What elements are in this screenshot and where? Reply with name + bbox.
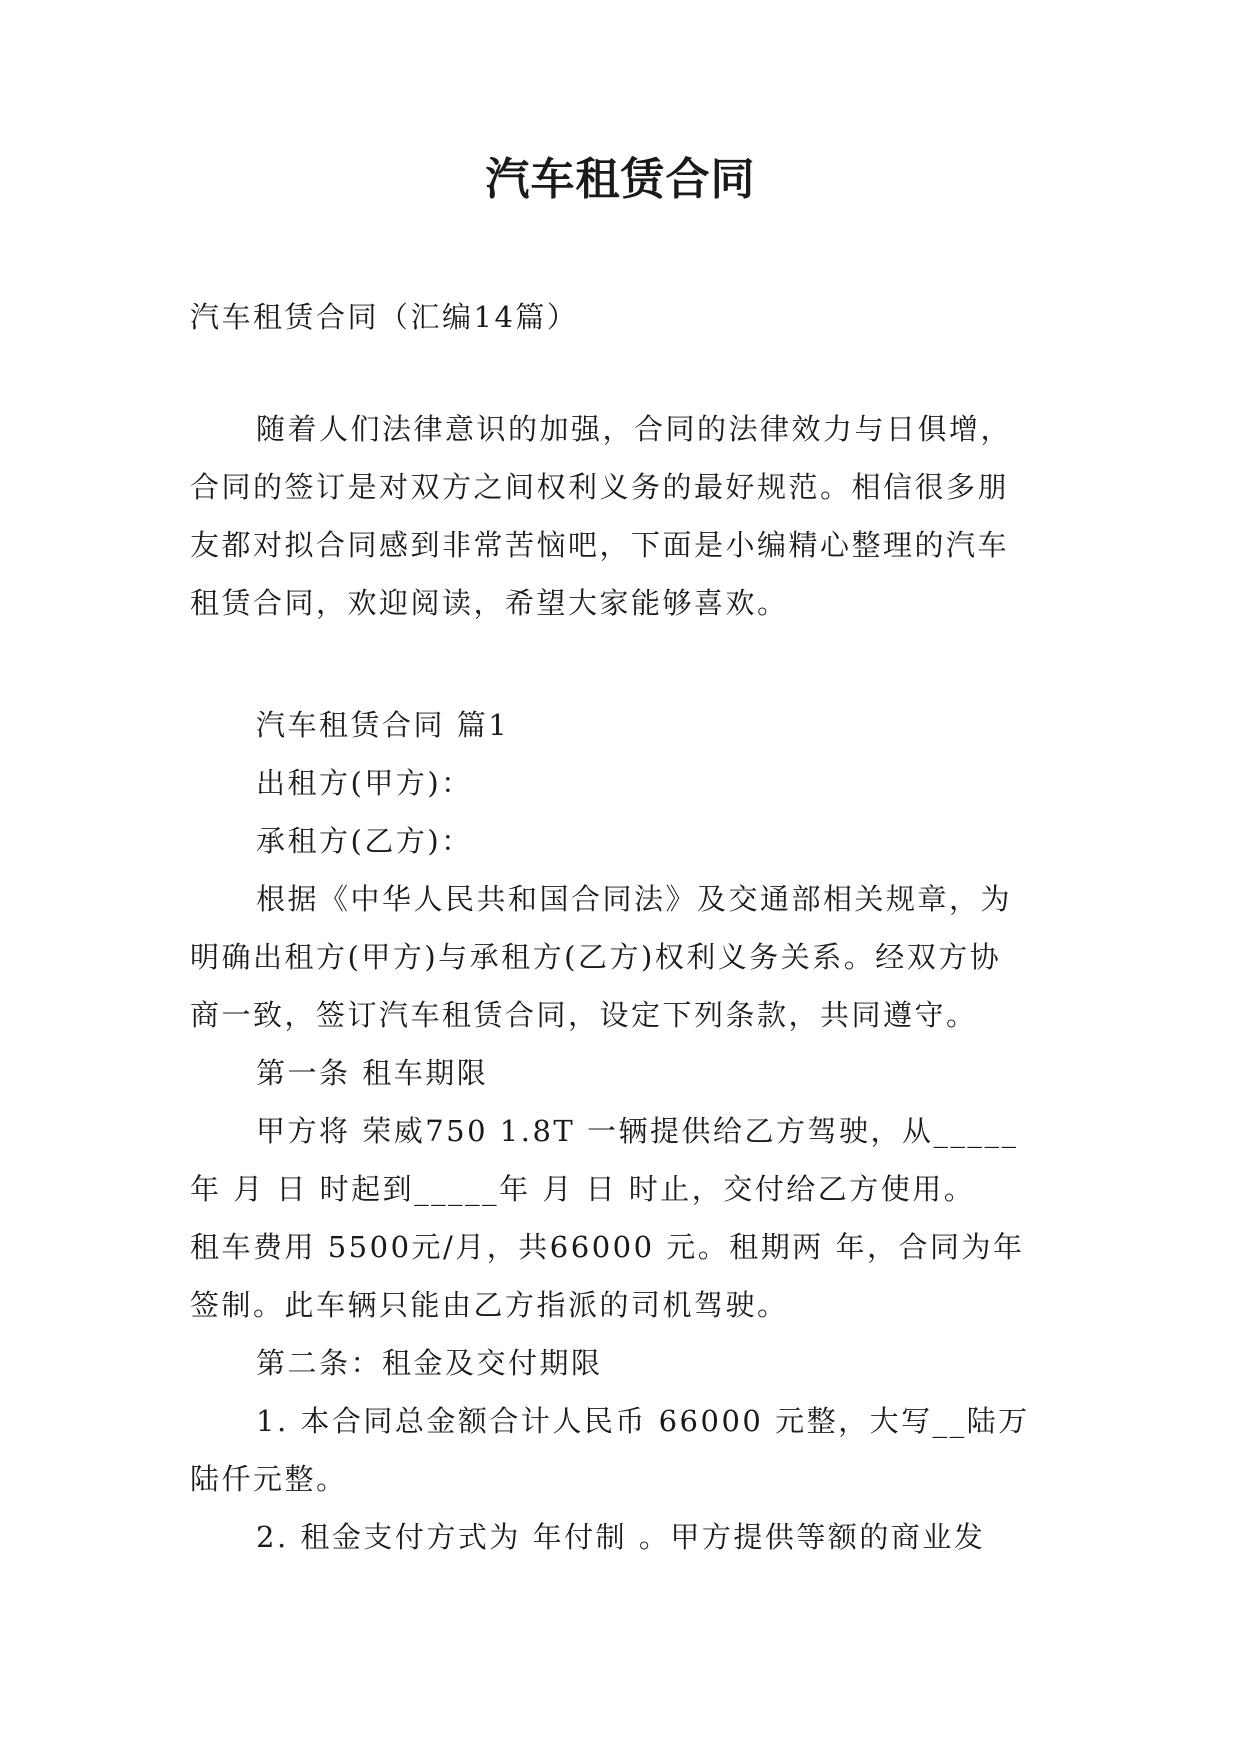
item-1-line: 陆仟元整。 <box>190 1462 348 1496</box>
article-2-item-1 <box>190 1392 1070 1508</box>
intro-line: 租赁合同，欢迎阅读，希望大家能够喜欢。 <box>190 586 789 620</box>
intro-line: 友都对拟合同感到非常苦恼吧，下面是小编精心整理的汽车 <box>190 528 1010 562</box>
document-title: 汽车租赁合同 <box>485 154 756 205</box>
section-heading: 汽车租赁合同 篇1 <box>256 708 510 742</box>
article-1-line: 甲方将 荣威750 1.8T 一辆提供给乙方驾驶，从_____ <box>256 1114 1019 1148</box>
article-1-paragraph <box>190 1102 1070 1334</box>
basis-paragraph <box>190 870 1070 1044</box>
article-2-item-2 <box>190 1508 1070 1566</box>
basis-line: 明确出租方(甲方)与承租方(乙方)权利义务关系。经双方协 <box>190 940 1002 974</box>
lessor-label: 出租方(甲方)： <box>256 766 473 800</box>
contract-section <box>190 696 1070 1566</box>
item-1-line: 1. 本合同总金额合计人民币 66000 元整，大写__陆万 <box>256 1404 1030 1438</box>
document-subtitle: 汽车租赁合同（汇编14篇） <box>190 300 579 334</box>
lessee-label: 承租方(乙方)： <box>256 824 473 858</box>
item-2-line: 2. 租金支付方式为 年付制 。甲方提供等额的商业发 <box>256 1520 986 1554</box>
article-1-line: 年 月 日 时起到_____年 月 日 时止，交付给乙方使用。 <box>190 1172 976 1206</box>
intro-text <box>190 400 1070 632</box>
article-1-title: 第一条 租车期限 <box>256 1056 489 1090</box>
intro-line: 随着人们法律意识的加强，合同的法律效力与日俱增， <box>256 412 1013 446</box>
intro-paragraph <box>190 400 1070 632</box>
article-1-line: 签制。此车辆只能由乙方指派的司机驾驶。 <box>190 1288 789 1322</box>
basis-line: 根据《中华人民共和国合同法》及交通部相关规章，为 <box>256 882 1013 916</box>
article-1-line: 租车费用 5500元/月，共66000 元。租期两 年，合同为年 <box>190 1230 1025 1264</box>
article-2-title: 第二条：租金及交付期限 <box>256 1346 603 1380</box>
basis-line: 商一致，签订汽车租赁合同，设定下列条款，共同遵守。 <box>190 998 978 1032</box>
intro-line: 合同的签订是对双方之间权利义务的最好规范。相信很多朋 <box>190 470 1010 504</box>
